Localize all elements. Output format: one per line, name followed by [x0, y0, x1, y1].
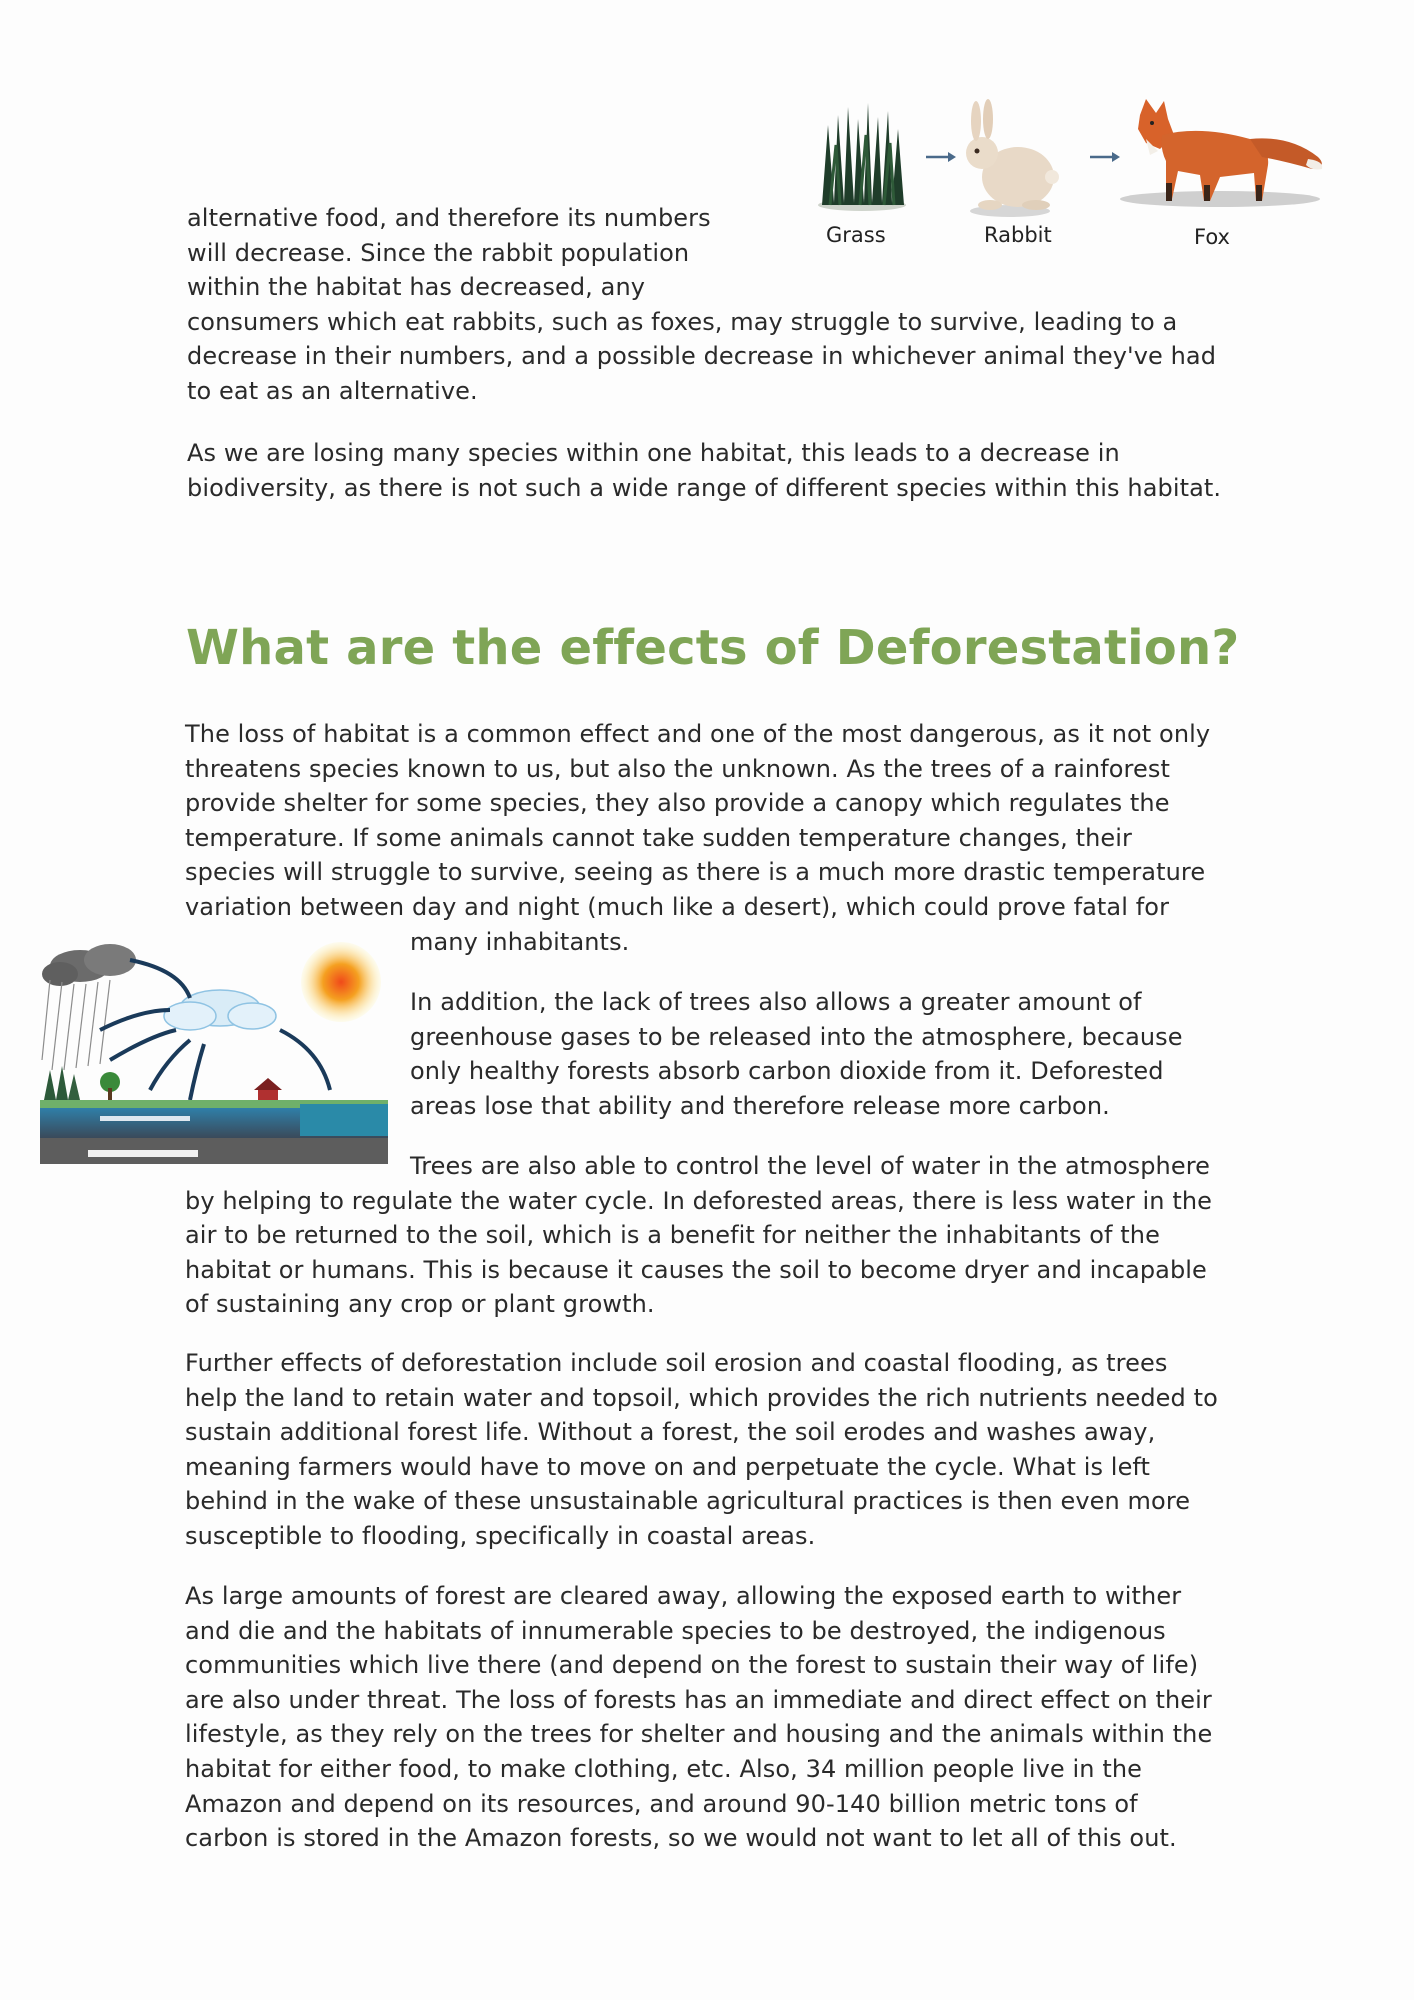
- biodiversity-paragraph: [187, 436, 1221, 505]
- rabbit-icon: [966, 99, 1059, 217]
- text-line: variation between day and night (much like a desert), which could prove fatal for: [185, 892, 1170, 921]
- text-line: communities which live there (and depend on the forest to sustain their way of life): [185, 1651, 1199, 1680]
- tree-icon: [44, 1066, 120, 1100]
- text-line: greenhouse gases to be released into the atmosphere, because: [410, 1022, 1183, 1051]
- arrow-right-icon: [926, 152, 956, 162]
- text-line: Further effects of deforestation include soil erosion and coastal flooding, as trees: [185, 1349, 1168, 1377]
- text-line: In addition, the lack of trees also allows a greater amount of: [410, 988, 1142, 1016]
- text-line: areas lose that ability and therefore release more carbon.: [410, 1091, 1110, 1120]
- intro-paragraph: [187, 201, 1216, 409]
- text-line: of sustaining any crop or plant growth.: [185, 1290, 655, 1319]
- cycle-arrows: [100, 960, 330, 1100]
- house-icon: [254, 1078, 282, 1102]
- text-line: biodiversity, as there is not such a wide range of different species within this habitat.: [187, 473, 1222, 502]
- text-line: by helping to regulate the water cycle. In deforested areas, there is less water in the: [185, 1186, 1213, 1215]
- text-line: many inhabitants.: [410, 927, 630, 956]
- text-line: only healthy forests absorb carbon dioxide from it. Deforested: [410, 1057, 1164, 1086]
- text-line: within the habitat has decreased, any: [187, 273, 646, 302]
- text-line: As we are losing many species within one habitat, this leads to a decrease in: [187, 439, 1120, 467]
- fox-icon: [1120, 99, 1322, 207]
- text-line: Amazon and depend on its resources, and around 90-140 billion metric tons of: [185, 1789, 1138, 1818]
- water-cycle-diagram: [40, 940, 388, 1164]
- text-line: As large amounts of forest are cleared away, allowing the exposed earth to wither: [185, 1582, 1182, 1610]
- greenhouse-paragraph: [410, 985, 1183, 1123]
- water-cycle-graphic: [40, 940, 388, 1164]
- section-heading: What are the effects of Deforestation?: [186, 620, 1240, 676]
- text-line: habitat or humans. This is because it causes the soil to become dryer and incapable: [185, 1255, 1207, 1284]
- text-line: habitat for either food, to make clothing, etc. Also, 34 million people live in the: [185, 1754, 1143, 1783]
- food-chain-label-fox: Fox: [1194, 225, 1230, 249]
- text-line: susceptible to flooding, specifically in coastal areas.: [185, 1521, 816, 1550]
- rain-icon: [42, 980, 110, 1070]
- text-line: are also under threat. The loss of forests has an immediate and direct effect on their: [185, 1685, 1212, 1714]
- text-line: will decrease. Since the rabbit population: [187, 238, 690, 267]
- text-line: lifestyle, as they rely on the trees for shelter and housing and the animals within the: [185, 1720, 1213, 1749]
- text-line: provide shelter for some species, they also provide a canopy which regulates the: [185, 789, 1170, 818]
- text-line: meaning farmers would have to move on and perpetuate the cycle. What is left: [185, 1452, 1151, 1481]
- cloud-icon: [42, 944, 136, 986]
- text-line: temperature. If some animals cannot take sudden temperature changes, their: [185, 823, 1132, 852]
- text-line: consumers which eat rabbits, such as foxes, may struggle to survive, leading to a: [187, 307, 1178, 336]
- text-line: air to be returned to the soil, which is a benefit for neither the inhabitants of the: [185, 1221, 1160, 1250]
- ocean-area: [300, 1104, 388, 1136]
- text-line: species will struggle to survive, seeing as there is a much more drastic temperature: [185, 858, 1206, 887]
- text-line: Trees are also able to control the level of water in the atmosphere: [410, 1152, 1211, 1180]
- arrow-right-icon: [1090, 152, 1120, 162]
- text-line: behind in the wake of these unsustainable agricultural practices is then even more: [185, 1487, 1191, 1516]
- text-line: to eat as an alternative.: [187, 376, 478, 405]
- indigenous-paragraph: [185, 1579, 1212, 1856]
- diagram-label-box: [100, 1116, 190, 1121]
- text-line: sustain additional forest life. Without a forest, the soil erodes and washes away,: [185, 1418, 1156, 1447]
- grass-icon: [818, 103, 906, 211]
- sun-icon: [301, 942, 381, 1022]
- text-line: decrease in their numbers, and a possible decrease in whichever animal they've had: [187, 342, 1217, 371]
- food-chain-label-rabbit: Rabbit: [984, 223, 1052, 247]
- food-chain-label-grass: Grass: [826, 223, 886, 247]
- text-line: and die and the habitats of innumerable species to be destroyed, the indigenous: [185, 1616, 1166, 1645]
- water-paragraph: [185, 1149, 1212, 1322]
- erosion-paragraph: [185, 1346, 1218, 1554]
- text-line: threatens species known to us, but also the unknown. As the trees of a rainforest: [185, 754, 1170, 783]
- habitat-paragraph: [185, 717, 1210, 959]
- text-line: carbon is stored in the Amazon forests, so we would not want to let all of this out.: [185, 1824, 1177, 1853]
- cloud-icon: [164, 990, 276, 1030]
- text-line: help the land to retain water and topsoil, which provides the rich nutrients needed to: [185, 1383, 1218, 1412]
- diagram-label-box: [88, 1150, 198, 1157]
- text-line: The loss of habitat is a common effect and one of the most dangerous, as it not only: [185, 720, 1211, 748]
- text-line: alternative food, and therefore its numbers: [187, 204, 711, 232]
